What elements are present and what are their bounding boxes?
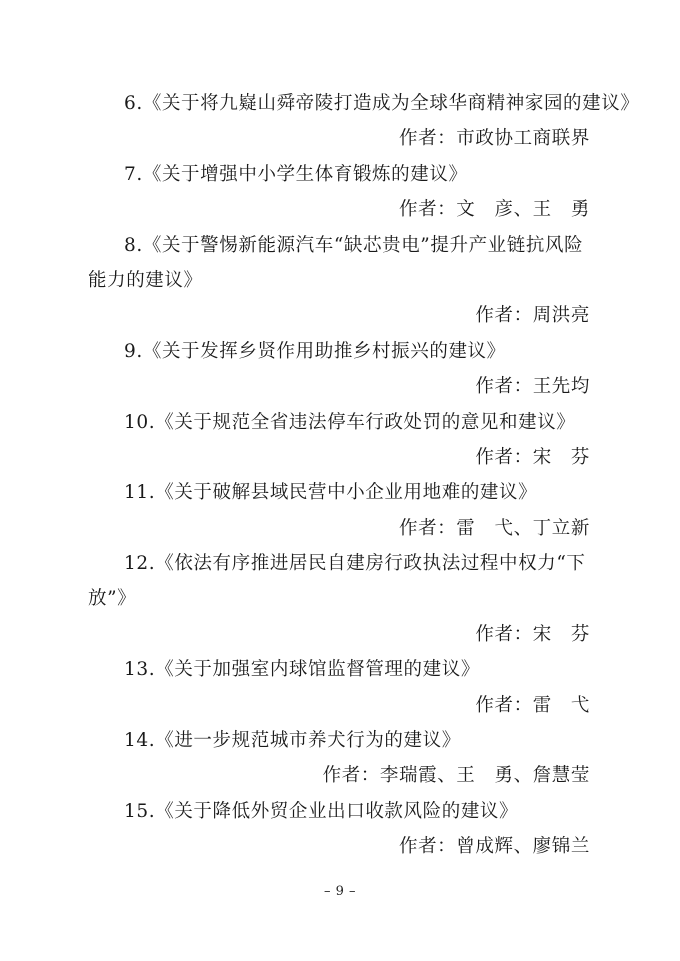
proposal-title-continuation: 放”》 (88, 588, 137, 610)
proposal-title: 15.《关于降低外贸企业出口收款风险的建议》 (124, 800, 519, 822)
proposal-author: 作者：王先均 (475, 376, 590, 398)
proposal-author: 作者：市政协工商联界 (398, 128, 590, 150)
proposal-title: 6.《关于将九嶷山舜帝陵打造成为全球华商精神家园的建议》 (124, 93, 640, 114)
proposal-title: 13.《关于加强室内球馆监督管理的建议》 (124, 659, 480, 681)
list-item (88, 228, 590, 334)
proposal-author: 作者：周洪亮 (475, 305, 590, 327)
proposal-author: 作者：雷 弋、丁立新 (398, 517, 590, 539)
proposal-list (88, 86, 640, 865)
list-item (88, 86, 640, 157)
list-item (88, 405, 590, 476)
proposal-title: 14.《进一步规范城市养犬行为的建议》 (124, 730, 461, 752)
list-item (88, 546, 590, 652)
proposal-title-continuation: 能力的建议》 (88, 269, 203, 291)
proposal-author: 作者：文 彦、王 勇 (398, 199, 590, 221)
list-item (88, 157, 590, 228)
proposal-author: 作者：宋 芬 (475, 623, 590, 645)
proposal-title: 12.《依法有序推进居民自建房行政执法过程中权力“下 (124, 553, 586, 575)
proposal-author: 作者：曾成辉、廖锦兰 (398, 836, 590, 858)
list-item (88, 334, 590, 405)
proposal-title: 8.《关于警惕新能源汽车“缺芯贵电”提升产业链抗风险 (124, 234, 584, 256)
proposal-title: 9.《关于发挥乡贤作用助推乡村振兴的建议》 (124, 340, 506, 362)
proposal-title: 11.《关于破解县域民营中小企业用地难的建议》 (124, 482, 538, 504)
proposal-author: 作者：宋 芬 (475, 446, 590, 468)
proposal-title: 7.《关于增强中小学生体育锻炼的建议》 (124, 163, 468, 185)
proposal-author: 作者：李瑞霞、王 勇、詹慧莹 (322, 765, 590, 787)
list-item (88, 723, 590, 794)
proposal-author: 作者：雷 弋 (475, 694, 590, 716)
list-item (88, 652, 590, 723)
list-item (88, 794, 590, 865)
list-item (88, 475, 590, 546)
proposal-title: 10.《关于规范全省违法停车行政处罚的意见和建议》 (124, 411, 576, 433)
page-number: – 9 – (323, 884, 357, 899)
